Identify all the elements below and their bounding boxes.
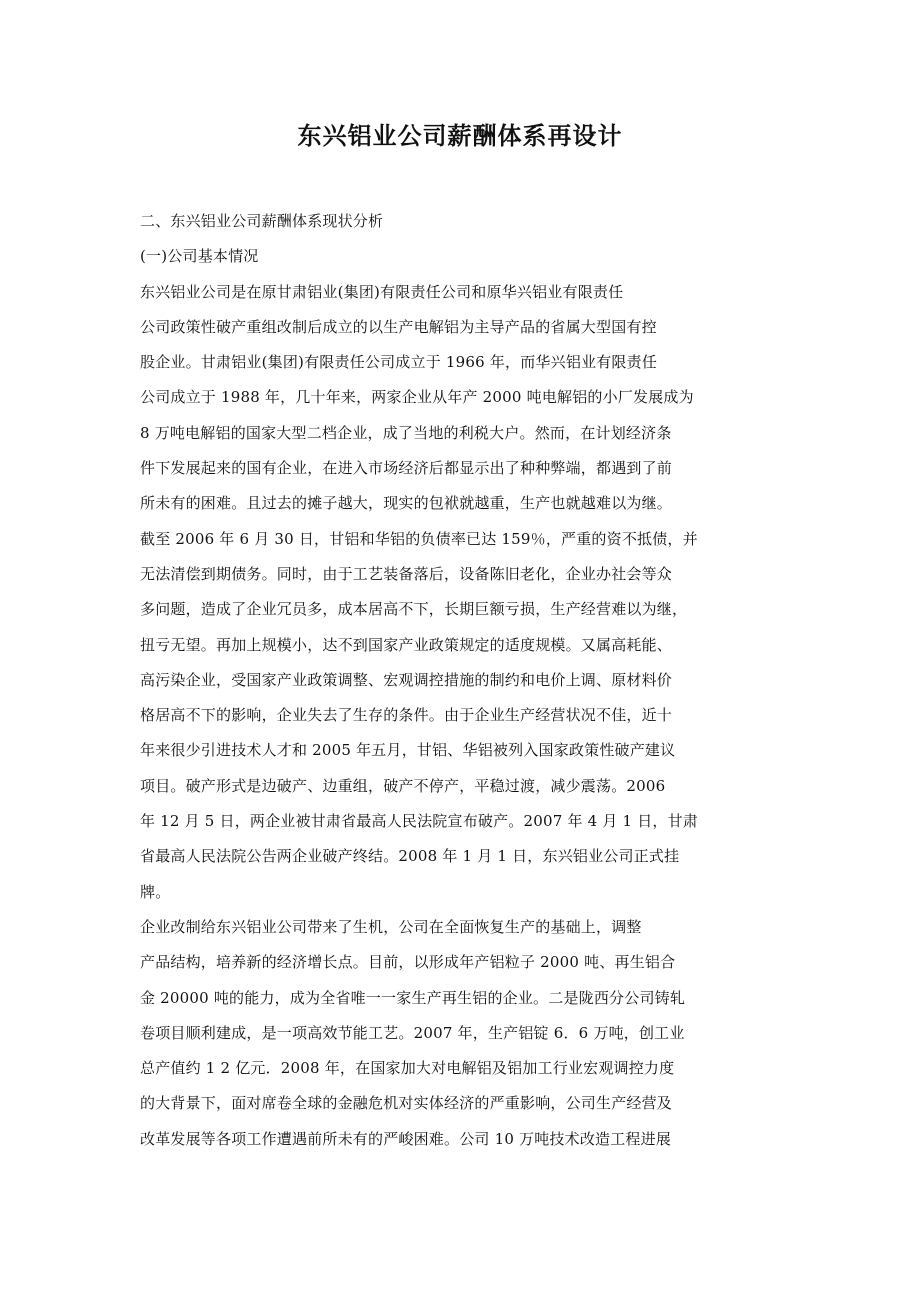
text-line: 所未有的困难。且过去的摊子越大，现实的包袱就越重，生产也就越难以为继。 xyxy=(140,494,673,513)
document-body xyxy=(140,204,740,1157)
text-line: 股企业。甘肃铝业(集团)有限责任公司成立于 1966 年，而华兴铝业有限责任 xyxy=(140,353,658,372)
text-line: 改革发展等各项工作遭遇前所未有的严峻困难。公司 10 万吨技术改造工程进展 xyxy=(140,1129,672,1148)
text-line: 卷项目顺利建成，是一项高效节能工艺。2007 年，生产铝锭 6．6 万吨，创工业 xyxy=(140,1023,685,1042)
text-line: 截至 2006 年 6 月 30 日，甘铝和华铝的负债率已达 159％，严重的资不抵债，并 xyxy=(140,529,698,548)
text-line: 多问题，造成了企业冗员多，成本居高不下，长期巨额亏损，生产经营难以为继， xyxy=(140,600,688,619)
text-line: 扭亏无望。再加上规模小，达不到国家产业政策规定的适度规模。又属高耗能、 xyxy=(140,635,673,654)
text-line: 公司成立于 1988 年，几十年来，两家企业从年产 2000 吨电解铝的小厂发展成为 xyxy=(140,388,694,407)
text-line: 年 12 月 5 日，两企业被甘肃省最高人民法院宣布破产。2007 年 4 月 1 日，甘肃 xyxy=(140,812,699,831)
text-line: 企业改制给东兴铝业公司带来了生机，公司在全面恢复生产的基础上，调整 xyxy=(140,917,642,936)
text-line: (一)公司基本情况 xyxy=(140,247,259,266)
document-title: 东兴铝业公司薪酬体系再设计 xyxy=(297,122,623,150)
text-line: 牌。 xyxy=(140,882,171,901)
text-line: 无法清偿到期债务。同时，由于工艺装备落后，设备陈旧老化，企业办社会等众 xyxy=(140,564,673,583)
text-line: 二、东兴铝业公司薪酬体系现状分析 xyxy=(140,212,384,230)
text-line: 格居高不下的影响，企业失去了生存的条件。由于企业生产经营状况不佳，近十 xyxy=(140,706,673,725)
text-line: 东兴铝业公司是在原甘肃铝业(集团)有限责任公司和原华兴铝业有限责任 xyxy=(140,282,624,301)
text-line: 件下发展起来的国有企业，在进入市场经济后都显示出了种种弊端，都遇到了前 xyxy=(140,459,673,478)
text-line: 高污染企业，受国家产业政策调整、宏观调控措施的制约和电价上调、原材料价 xyxy=(140,670,673,689)
text-line: 8 万吨电解铝的国家大型二档企业，成了当地的利税大户。然而，在计划经济条 xyxy=(140,423,672,442)
text-line: 省最高人民法院公告两企业破产终结。2008 年 1 月 1 日，东兴铝业公司正式挂 xyxy=(140,847,680,866)
text-line: 年来很少引进技术人才和 2005 年五月，甘铝、华铝被列入国家政策性破产建议 xyxy=(140,741,676,760)
text-line: 产品结构，培养新的经济增长点。目前，以形成年产铝粒子 2000 吨、再生铝合 xyxy=(140,953,676,972)
text-line: 总产值约 1 2 亿元．2008 年，在国家加大对电解铝及铝加工行业宏观调控力度 xyxy=(140,1059,675,1078)
text-line: 的大背景下，面对席卷全球的金融危机对实体经济的严重影响，公司生产经营及 xyxy=(140,1094,673,1113)
text-line: 金 20000 吨的能力，成为全省唯一一家生产再生铝的企业。二是陇西分公司铸轧 xyxy=(140,988,686,1007)
text-line: 公司政策性破产重组改制后成立的以生产电解铝为主导产品的省属大型国有控 xyxy=(140,317,657,336)
text-line: 项目。破产形式是边破产、边重组，破产不停产，平稳过渡，减少震荡。2006 xyxy=(140,776,666,795)
